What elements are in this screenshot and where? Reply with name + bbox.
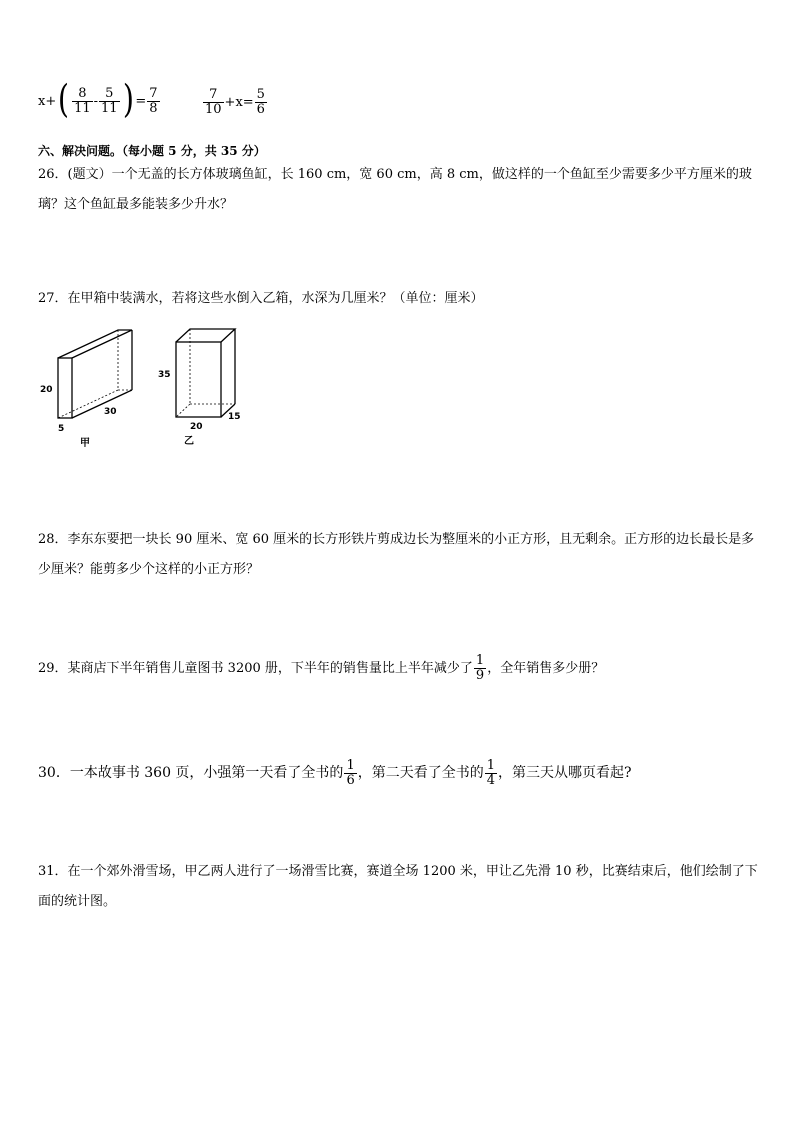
box-jia-hidden-edges <box>58 330 132 418</box>
box-jia-width-label: 5 <box>58 424 65 434</box>
q30-part3: ，第三天从哪页看起? <box>498 765 632 781</box>
question-27: 27．在甲箱中装满水，若将这些水倒入乙箱，水深为几厘米？（单位：厘米） <box>38 291 484 306</box>
q30-fraction-2: $\frac{1}{4}$ <box>486 757 495 788</box>
q30-part2: ，第二天看了全书的 <box>357 765 484 781</box>
box-jia-height-label: 20 <box>40 385 53 395</box>
eq2-rhs: $\frac{5}{6}$ <box>256 87 265 117</box>
box-yi-height-label: 35 <box>158 370 171 380</box>
q30-fraction-1: $\frac{1}{6}$ <box>346 757 355 788</box>
equation-2 <box>202 88 268 116</box>
box-jia-length-label: 30 <box>104 407 117 417</box>
question-31: 31．在一个郊外滑雪场，甲乙两人进行了一场滑雪比赛，赛道全场 1200 米，甲让乙先滑 10 秒，比赛结束后，他们绘制了下面的统计图。 <box>38 864 758 909</box>
eq1-fraction-2: $\frac{5}{11}$ <box>101 85 118 116</box>
eq1-fraction-1: $\frac{8}{11}$ <box>74 85 91 116</box>
box-jia-name: 甲 <box>80 438 90 449</box>
equation-1 <box>38 77 161 121</box>
figure-box-jia <box>36 325 146 450</box>
right-paren: ) <box>122 77 134 121</box>
question-26: 26．(题文）一个无盖的长方体玻璃鱼缸，长 160 cm，宽 60 cm，高 8 cm，做这样的一个鱼缸至少需要多少平方厘米的玻璃？这个鱼缸最多能装多少升水？ <box>38 167 752 212</box>
eq2-mid: +x= <box>224 94 254 110</box>
box-yi-width-label: 20 <box>190 422 203 432</box>
figure-box-yi <box>152 322 247 450</box>
box-jia-edges <box>58 330 132 418</box>
eq1-equals: = <box>135 93 147 109</box>
eq2-fraction: $\frac{7}{10}$ <box>205 87 222 117</box>
box-yi-depth-label: 15 <box>228 412 241 422</box>
eq1-prefix: x+ <box>38 93 57 109</box>
box-yi-name: 乙 <box>184 436 194 447</box>
q29-fraction: $\frac{1}{9}$ <box>475 653 485 683</box>
eq1-rhs: $\frac{7}{8}$ <box>149 85 158 116</box>
eq1-minus: - <box>93 93 99 109</box>
question-28: 28．李东东要把一块长 90 厘米、宽 60 厘米的长方形铁片剪成边长为整厘米的小正方形，且无剩余。正方形的边长最长是多少厘米？能剪多少个这样的小正方形？ <box>38 532 755 577</box>
section-title: 六、解决问题。（每小题 5 分，共 35 分） <box>38 144 266 158</box>
q29-before: 29．某商店下半年销售儿童图书 3200 册，下半年的销售量比上半年减少了 <box>38 661 473 676</box>
question-29 <box>38 652 758 686</box>
left-paren: ( <box>58 77 70 121</box>
q29-after: ，全年销售多少册？ <box>487 661 605 676</box>
q30-part1: 30．一本故事书 360 页，小强第一天看了全书的 <box>38 765 344 781</box>
question-30 <box>38 756 758 790</box>
